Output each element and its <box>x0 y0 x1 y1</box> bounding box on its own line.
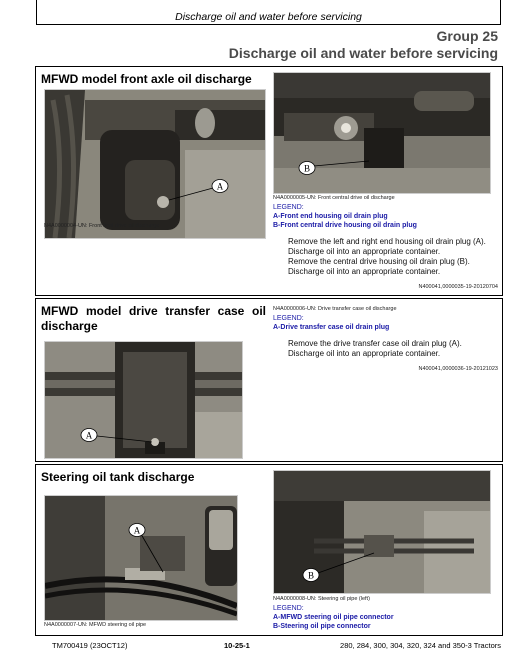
running-title: Discharge oil and water before servicing <box>175 11 362 23</box>
header-frame <box>36 0 501 25</box>
legend-item: A-Front end housing oil drain plug <box>273 213 388 220</box>
legend-heading: LEGEND: <box>273 605 304 612</box>
instruction-line: Remove the left and right end housing oil drain plug (A). <box>288 237 486 246</box>
central-drive-photo <box>273 72 491 194</box>
legend <box>273 203 417 230</box>
page-title: Discharge oil and water before servicing <box>228 45 498 61</box>
instruction-line: Discharge oil into an appropriate container. <box>288 247 441 256</box>
footer-doc-id: TM700419 (23OCT12) <box>52 641 128 650</box>
instruction-line: Discharge oil into an appropriate container. <box>288 349 441 358</box>
steering-pipe-left-photo <box>273 470 491 594</box>
instruction-line: Discharge oil into an appropriate container. <box>288 267 441 276</box>
instruction-line: Remove the drive transfer case oil drain plug (A). <box>288 339 462 348</box>
photo-caption: N4A0000007-UN: MFWD steering oil pipe <box>44 622 147 628</box>
instructions <box>288 237 498 277</box>
legend <box>273 314 389 332</box>
instruction-line: Remove the central drive housing oil drain plug (B). <box>288 257 470 266</box>
legend-item: B-Front central drive housing oil drain plug <box>273 222 417 229</box>
section-front-axle <box>35 66 503 296</box>
legend-item: A-MFWD steering oil pipe connector <box>273 614 394 621</box>
section-title: Steering oil tank discharge <box>41 470 195 484</box>
svg-text:A: A <box>133 525 141 536</box>
legend-item: B-Steering oil pipe connector <box>273 623 371 630</box>
legend-item: A-Drive transfer case oil drain plug <box>273 324 390 331</box>
section-transfer-case <box>35 298 503 462</box>
section-title: MFWD model front axle oil discharge <box>41 72 252 86</box>
group-label: Group 25 <box>436 28 498 44</box>
section-title: MFWD model drive transfer case oil discharge <box>41 304 266 333</box>
photo-caption: N4A0000004-UN: Front final drive oil discharge <box>44 223 160 229</box>
svg-text:B: B <box>307 570 315 581</box>
steering-pipe-photo <box>44 495 238 621</box>
photo-caption: N4A0000005-UN: Front central drive oil discharge <box>273 195 395 201</box>
legend-heading: LEGEND: <box>273 315 304 322</box>
photo-caption: N4A0000008-UN: Steering oil pipe (left) <box>273 596 370 602</box>
svg-text:A: A <box>216 181 224 192</box>
footer-page-number: 10-25-1 <box>224 641 250 650</box>
section-steering-tank <box>35 464 503 636</box>
svg-text:A: A <box>85 430 93 441</box>
reference-id: N400041,0000035-19-20120704 <box>418 284 498 290</box>
legend <box>273 604 394 631</box>
svg-text:B: B <box>303 163 311 174</box>
instructions <box>288 339 498 359</box>
front-axle-photo <box>44 89 266 239</box>
legend-heading: LEGEND: <box>273 204 304 211</box>
transfer-case-photo <box>44 341 243 459</box>
footer-models: 280, 284, 300, 304, 320, 324 and 350-3 Tractors <box>340 641 501 650</box>
photo-caption: N4A0000006-UN: Drive transfer case oil discharge <box>273 306 397 312</box>
reference-id: N400041,0000036-19-20121023 <box>418 366 498 372</box>
